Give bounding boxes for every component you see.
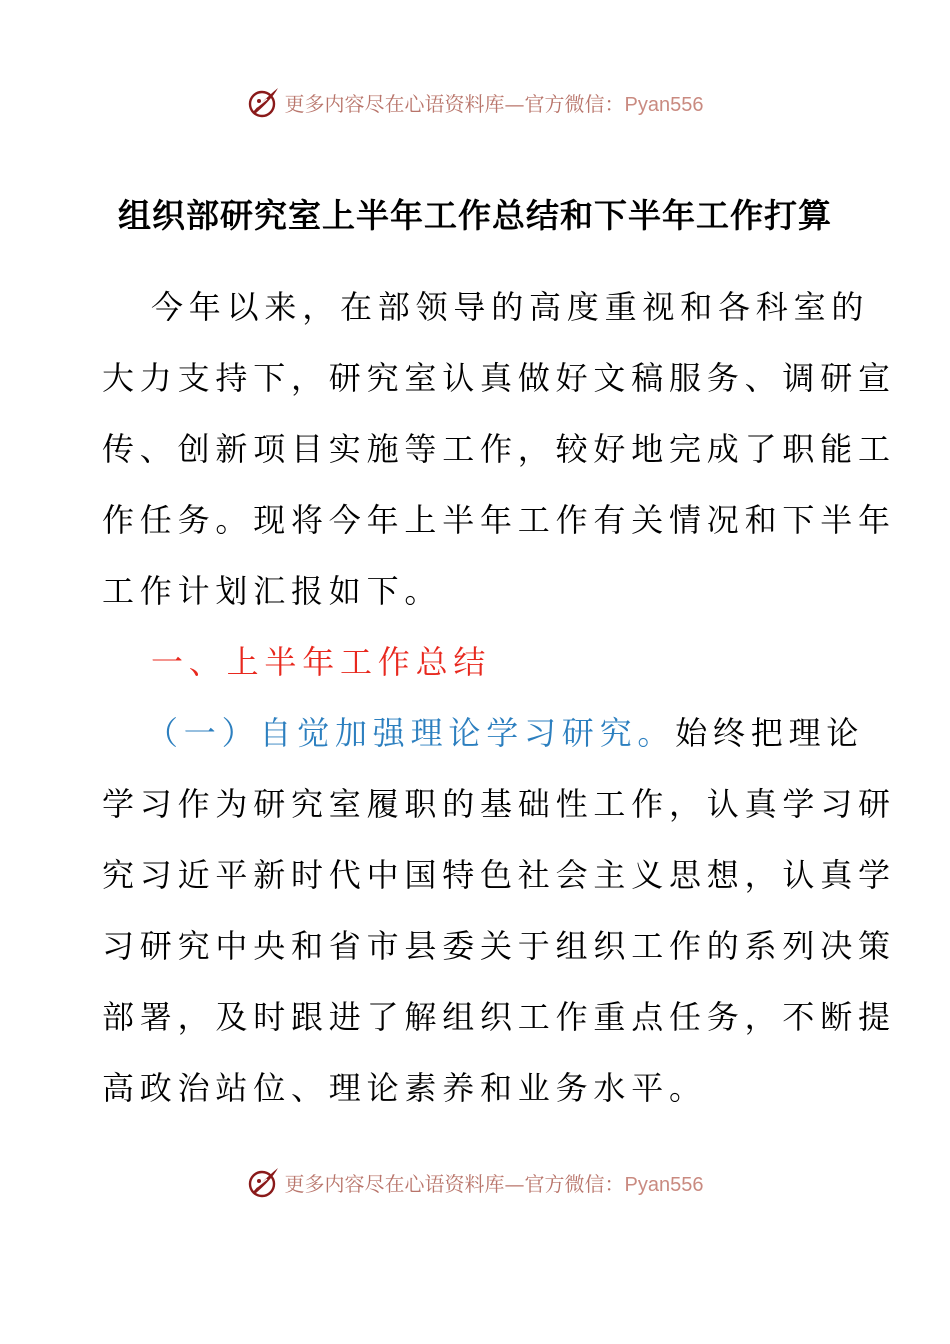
body-line: 大力支持下，研究室认真做好文稿服务、调研宣 (102, 359, 896, 397)
header-banner (0, 82, 950, 122)
banner-text: 更多内容尽在心语资料库—官方微信：Pyan556 (284, 91, 704, 116)
section-heading: 一、上半年工作总结 (151, 643, 492, 681)
quill-pen-logo-icon (247, 1165, 281, 1199)
sub-heading: （一）自觉加强理论学习研究。 (146, 714, 676, 752)
sub-section-first-line (102, 698, 865, 769)
body-line: 究习近平新时代中国特色社会主义思想，认真学 (102, 856, 896, 894)
body-line: 高政治站位、理论素养和业务水平。 (102, 1069, 707, 1107)
wechat-id: Pyan556 (624, 1173, 704, 1196)
sub-heading-continuation: 始终把理论 (675, 714, 865, 752)
document-title: 组织部研究室上半年工作总结和下半年工作打算 (118, 196, 832, 235)
banner-text: 更多内容尽在心语资料库—官方微信：Pyan556 (284, 1171, 704, 1196)
body-line: 作任务。现将今年上半年工作有关情况和下半年 (102, 501, 896, 539)
body-line: 部署，及时跟进了解组织工作重点任务，不断提 (102, 998, 896, 1036)
body-line: 传、创新项目实施等工作，较好地完成了职能工 (102, 430, 896, 468)
document-body (102, 272, 896, 1124)
footer-banner (0, 1162, 950, 1202)
body-line: 今年以来，在部领导的高度重视和各科室的 (151, 288, 870, 326)
body-line: 习研究中央和省市县委关于组织工作的系列决策 (102, 927, 896, 965)
body-line: 学习作为研究室履职的基础性工作，认真学习研 (102, 785, 896, 823)
wechat-id: Pyan556 (624, 93, 704, 116)
quill-pen-logo-icon (247, 85, 281, 119)
body-line: 工作计划汇报如下。 (102, 572, 443, 610)
